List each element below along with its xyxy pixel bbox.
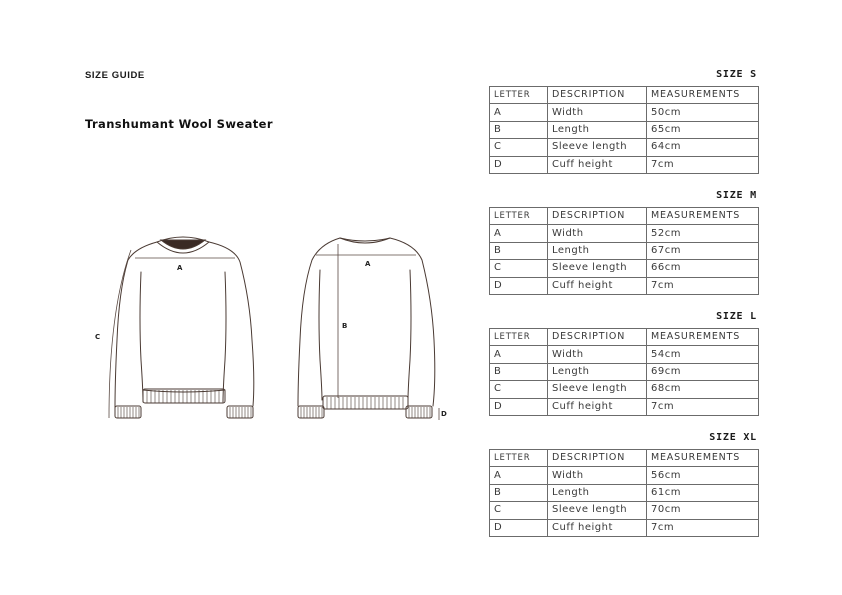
column-header-letter: LETTER — [490, 329, 548, 346]
cell-description: Length — [548, 484, 647, 501]
cell-letter: A — [490, 467, 548, 484]
cell-description: Sleeve length — [548, 260, 647, 277]
cell-letter: C — [490, 502, 548, 519]
cell-description: Cuff height — [548, 519, 647, 536]
size-table-s — [489, 68, 758, 174]
cell-description: Length — [548, 363, 647, 380]
table-header-row — [490, 450, 759, 467]
cell-description: Sleeve length — [548, 502, 647, 519]
column-header-description: DESCRIPTION — [548, 450, 647, 467]
cell-description: Width — [548, 104, 647, 121]
column-header-letter: LETTER — [490, 450, 548, 467]
column-header-letter: LETTER — [490, 87, 548, 104]
cell-description: Width — [548, 467, 647, 484]
table-row — [490, 363, 759, 380]
cell-letter: C — [490, 260, 548, 277]
size-table-l — [489, 310, 758, 416]
table-header-row — [490, 87, 759, 104]
cell-letter: C — [490, 139, 548, 156]
column-header-letter: LETTER — [490, 208, 548, 225]
cell-value: 66cm — [647, 260, 759, 277]
table-header-row — [490, 329, 759, 346]
table-row — [490, 139, 759, 156]
size-heading: SIZE S — [716, 69, 757, 80]
table-row — [490, 502, 759, 519]
cell-letter: A — [490, 104, 548, 121]
cell-letter: D — [490, 156, 548, 173]
cell-value: 61cm — [647, 484, 759, 501]
table-header-row — [490, 208, 759, 225]
cell-description: Width — [548, 346, 647, 363]
product-title: Transhumant Wool Sweater — [85, 117, 273, 131]
column-header-measurements: MEASUREMENTS — [647, 450, 759, 467]
size-table-m — [489, 189, 758, 295]
size-guide-label: SIZE GUIDE — [85, 70, 145, 81]
column-header-measurements: MEASUREMENTS — [647, 208, 759, 225]
size-heading: SIZE L — [716, 311, 757, 322]
column-header-measurements: MEASUREMENTS — [647, 87, 759, 104]
cell-letter: A — [490, 346, 548, 363]
table-row — [490, 519, 759, 536]
cell-value: 54cm — [647, 346, 759, 363]
dimension-label-d: D — [441, 410, 447, 418]
table-row — [490, 225, 759, 242]
table-row — [490, 381, 759, 398]
measurements-table — [489, 207, 759, 295]
cell-value: 64cm — [647, 139, 759, 156]
cell-description: Cuff height — [548, 156, 647, 173]
table-row — [490, 121, 759, 138]
size-heading: SIZE XL — [709, 432, 757, 443]
cell-value: 70cm — [647, 502, 759, 519]
cell-description: Sleeve length — [548, 139, 647, 156]
cell-value: 67cm — [647, 242, 759, 259]
cell-description: Sleeve length — [548, 381, 647, 398]
cell-value: 7cm — [647, 277, 759, 294]
table-row — [490, 242, 759, 259]
cell-value: 56cm — [647, 467, 759, 484]
cell-letter: D — [490, 519, 548, 536]
dimension-label-c: C — [95, 333, 101, 341]
dimension-label-b: B — [342, 322, 348, 330]
measurements-table — [489, 449, 759, 537]
cell-description: Cuff height — [548, 277, 647, 294]
column-header-measurements: MEASUREMENTS — [647, 329, 759, 346]
cell-description: Width — [548, 225, 647, 242]
cell-value: 65cm — [647, 121, 759, 138]
sweater-front-illustration — [95, 230, 270, 430]
size-heading: SIZE M — [716, 190, 757, 201]
cell-letter: C — [490, 381, 548, 398]
cell-value: 7cm — [647, 156, 759, 173]
size-table-xl — [489, 431, 758, 537]
cell-description: Length — [548, 121, 647, 138]
cell-letter: A — [490, 225, 548, 242]
cell-value: 68cm — [647, 381, 759, 398]
table-row — [490, 156, 759, 173]
cell-letter: D — [490, 398, 548, 415]
dimension-label-a: A — [177, 264, 183, 272]
cell-letter: D — [490, 277, 548, 294]
cell-letter: B — [490, 363, 548, 380]
cell-description: Length — [548, 242, 647, 259]
sweater-back-illustration — [290, 230, 455, 430]
cell-description: Cuff height — [548, 398, 647, 415]
dimension-label-a: A — [365, 260, 371, 268]
cell-value: 7cm — [647, 519, 759, 536]
column-header-description: DESCRIPTION — [548, 87, 647, 104]
cell-value: 69cm — [647, 363, 759, 380]
table-row — [490, 260, 759, 277]
cell-letter: B — [490, 242, 548, 259]
cell-letter: B — [490, 121, 548, 138]
cell-letter: B — [490, 484, 548, 501]
measurements-table — [489, 328, 759, 416]
column-header-description: DESCRIPTION — [548, 329, 647, 346]
cell-value: 50cm — [647, 104, 759, 121]
table-row — [490, 398, 759, 415]
measurements-table — [489, 86, 759, 174]
cell-value: 7cm — [647, 398, 759, 415]
table-row — [490, 484, 759, 501]
table-row — [490, 104, 759, 121]
cell-value: 52cm — [647, 225, 759, 242]
table-row — [490, 277, 759, 294]
table-row — [490, 346, 759, 363]
table-row — [490, 467, 759, 484]
column-header-description: DESCRIPTION — [548, 208, 647, 225]
